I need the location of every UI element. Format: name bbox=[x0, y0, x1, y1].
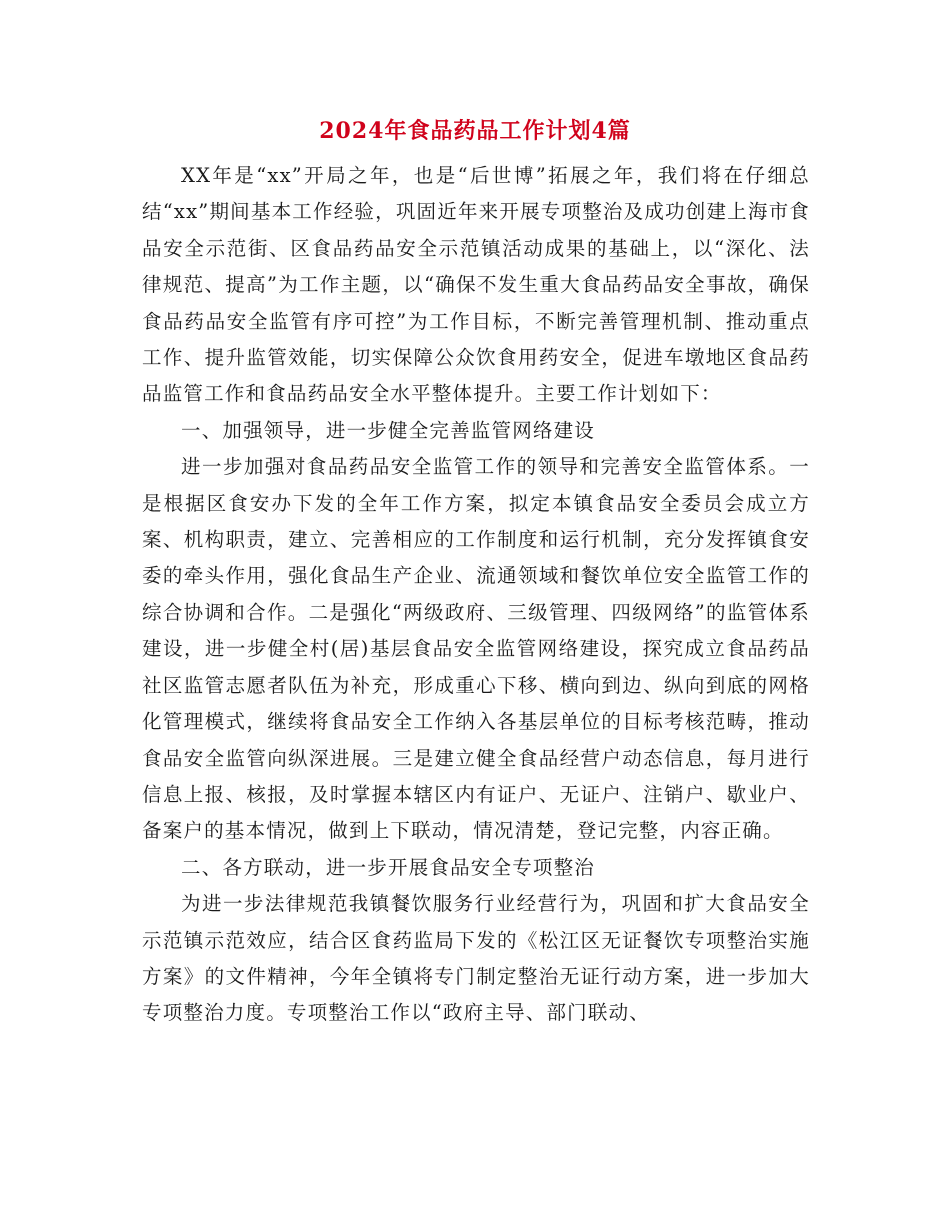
paragraph-intro: XX年是“xx”开局之年，也是“后世博”拓展之年，我们将在仔细总结“xx”期间基本工作经验，巩固近年来开展专项整治及成功创建上海市食品安全示范街、区食品药品安全示范镇活动成果的基础上，以“深化、法律规范、提高”为工作主题，以“确保不发生重大食品药品安全事故，确保食品药品安全监管有序可控”为工作目标，不断完善管理机制、推动重点工作、提升监管效能，切实保障公众饮食用药安全，促进车墩地区食品药品监管工作和食品药品安全水平整体提升。主要工作计划如下： bbox=[142, 164, 810, 406]
section-heading-2: 二、各方联动，进一步开展食品安全专项整治 bbox=[181, 855, 596, 879]
document-body bbox=[142, 158, 810, 1032]
section-heading-1: 一、加强领导，进一步健全完善监管网络建设 bbox=[181, 418, 596, 442]
paragraph-section-2: 为进一步法律规范我镇餐饮服务行业经营行为，巩固和扩大食品安全示范镇示范效应，结合区食药监局下发的《松江区无证餐饮专项整治实施方案》的文件精神，今年全镇将专门制定整治无证行动方案，进一步加大专项整治力度。专项整治工作以“政府主导、部门联动、 bbox=[142, 892, 810, 1025]
document-title: 2024年食品药品工作计划4篇 bbox=[319, 118, 631, 144]
paragraph-section-1: 进一步加强对食品药品安全监管工作的领导和完善安全监管体系。一是根据区食安办下发的全年工作方案，拟定本镇食品安全委员会成立方案、机构职责，建立、完善相应的工作制度和运行机制，充分发挥镇食安委的牵头作用，强化食品生产企业、流通领域和餐饮单位安全监管工作的综合协调和合作。二是强化“两级政府、三级管理、四级网络”的监管体系建设，进一步健全村(居)基层食品安全监管网络建设，探究成立食品药品社区监管志愿者队伍为补充，形成重心下移、横向到边、纵向到底的网格化管理模式，继续将食品安全工作纳入各基层单位的目标考核范畴，推动食品安全监管向纵深进展。三是建立健全食品经营户动态信息，每月进行信息上报、核报，及时掌握本辖区内有证户、无证户、注销户、歇业户、备案户的基本情况，做到上下联动，情况清楚，登记完整，内容正确。 bbox=[142, 455, 810, 843]
